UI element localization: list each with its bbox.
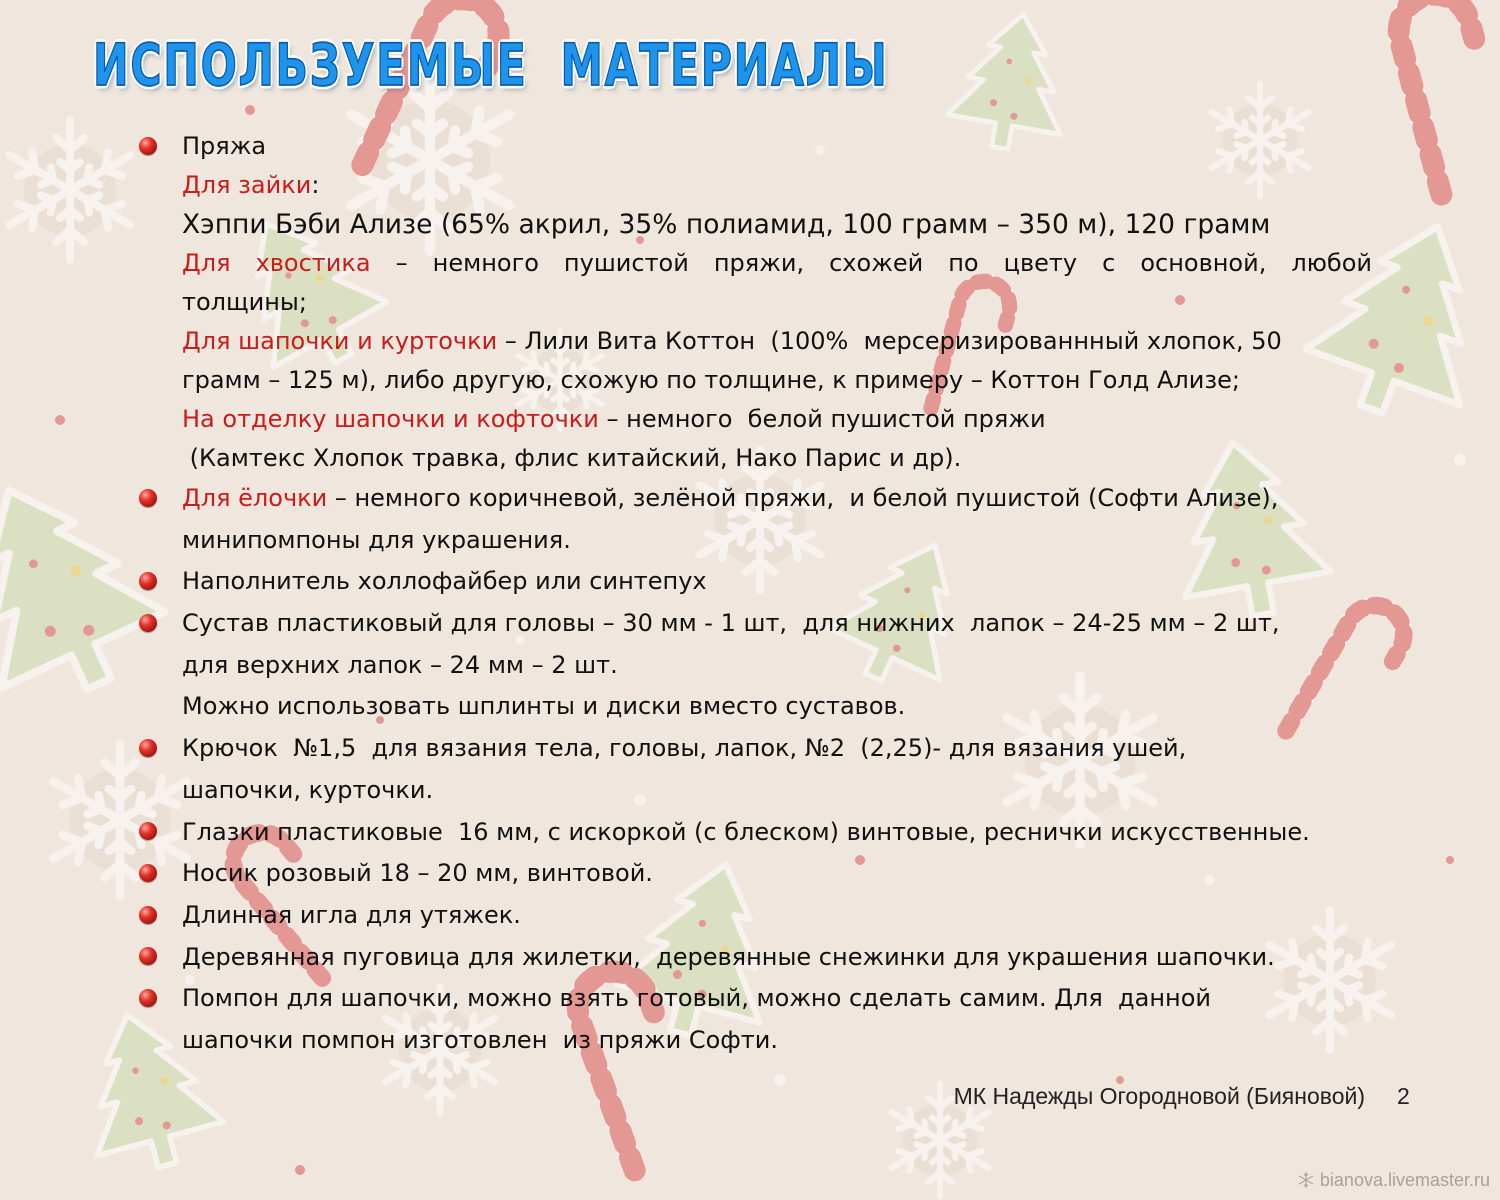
- section-label: Для зайки: [182, 171, 312, 199]
- list-item-line: [182, 895, 1482, 937]
- list-item-line: [182, 283, 1482, 322]
- list-item-line: [182, 686, 1482, 728]
- list-item-joints: [182, 603, 1482, 728]
- item-text: (Камтекс Хлопок травка, флис китайский, Нако Парис и др).: [182, 444, 962, 472]
- list-item-line: [182, 561, 1482, 603]
- list-item-needle: [182, 895, 1482, 937]
- item-text: Пряжа: [182, 132, 267, 160]
- item-text: Длинная игла для утяжек.: [182, 900, 521, 929]
- list-item-line: [182, 400, 1482, 439]
- list-item-line: [182, 322, 1482, 361]
- snowflake-decoration: [46, 743, 195, 897]
- item-text: Носик розовый 18 – 20 мм, винтовой.: [182, 859, 653, 888]
- item-text: Крючок №1,5 для вязания тела, головы, лапок, №2 (2,25)- для вязания ушей,: [182, 734, 1187, 763]
- list-item-line: [182, 361, 1482, 400]
- item-text: Наполнитель холлофайбер или синтепух: [182, 567, 707, 596]
- snowflake-decoration: [2, 120, 137, 260]
- list-item-line: [182, 1020, 1482, 1062]
- list-item-line: [182, 978, 1482, 1020]
- bullet-icon: [139, 989, 157, 1007]
- item-text: Помпон для шапочки, можно взять готовый, можно сделать самим. Для данной: [182, 984, 1212, 1013]
- list-item-line: [182, 645, 1482, 687]
- list-item-line: [182, 603, 1482, 645]
- list-item-line: [182, 205, 1482, 244]
- item-text: для верхних лапок – 24 мм – 2 шт.: [182, 650, 618, 679]
- watermark-text: bianova.livemaster.ru: [1319, 1169, 1490, 1190]
- bullet-icon: [139, 906, 157, 924]
- bullet-icon: [139, 489, 157, 507]
- list-item-line: [182, 937, 1482, 979]
- list-item-eyes: [182, 812, 1482, 854]
- page-title: ИСПОЛЬЗУЕМЫЕ МАТЕРИАЛЫ: [93, 32, 889, 100]
- list-item-yarn: [182, 127, 1482, 478]
- section-label: Для хвостика: [182, 249, 371, 277]
- item-text: Можно использовать шплинты и диски вместо суставов.: [182, 692, 906, 721]
- item-text: – Лили Вита Коттон (100% мерсеризированнный хлопок, 50: [497, 327, 1282, 355]
- item-text: Деревянная пуговица для жилетки, деревянные снежинки для украшения шапочки.: [182, 942, 1275, 971]
- list-item-line: [182, 127, 1482, 166]
- bullet-icon: [139, 137, 157, 155]
- section-label: Для ёлочки: [182, 484, 328, 512]
- list-item-line: [182, 812, 1482, 854]
- item-text: шапочки помпон изготовлен из пряжи Софти.: [182, 1025, 779, 1054]
- list-item-line: [182, 166, 1482, 205]
- item-text: Сустав пластиковый для головы – 30 мм - 1 шт, для нижних лапок – 24-25 мм – 2 шт,: [182, 609, 1280, 638]
- watermark: [1297, 1168, 1490, 1192]
- snowflake-icon: [1297, 1171, 1315, 1189]
- list-item-pompom: [182, 978, 1482, 1061]
- list-item-line: [182, 439, 1482, 478]
- list-item-line: [182, 770, 1482, 812]
- list-item-line: [182, 244, 1372, 283]
- list-item-line: [182, 728, 1482, 770]
- item-text: минипомпоны для украшения.: [182, 525, 571, 554]
- list-item-nose: [182, 853, 1482, 895]
- section-label: Для шапочки и курточки: [182, 327, 498, 355]
- item-text: Глазки пластиковые 16 мм, с искоркой (с блеском) винтовые, реснички искусственные.: [182, 817, 1310, 846]
- item-text: – немного коричневой, зелёной пряжи, и белой пушистой (Софти Ализе),: [327, 484, 1279, 512]
- section-label: На отделку шапочки и кофточки: [182, 405, 599, 433]
- bullet-icon: [139, 739, 157, 757]
- list-item-hook: [182, 728, 1482, 811]
- page-number: 2: [1397, 1083, 1410, 1109]
- list-item-line: [182, 478, 1482, 520]
- item-text: толщины;: [182, 288, 307, 316]
- author-credit: МК Надежды Огородновой (Бияновой): [953, 1083, 1365, 1109]
- list-item-line: [182, 853, 1482, 895]
- bullet-icon: [139, 614, 157, 632]
- item-text: – немного белой пушистой пряжи: [598, 405, 1046, 433]
- bullet-icon: [139, 864, 157, 882]
- list-item-line: [182, 520, 1482, 562]
- item-text: :: [311, 171, 320, 199]
- materials-list: [182, 127, 1482, 1062]
- item-text: грамм – 125 м), либо другую, схожую по толщине, к примеру – Коттон Голд Ализе;: [182, 366, 1240, 394]
- list-item-tree: [182, 478, 1482, 561]
- item-text: Хэппи Бэби Ализе (65% акрил, 35% полиамид, 100 грамм – 350 м), 120 грамм: [182, 209, 1271, 240]
- item-text: шапочки, курточки.: [182, 775, 434, 804]
- item-text: – немного пушистой пряжи, схожей по цвету с основной, любой: [370, 249, 1372, 277]
- list-item-button: [182, 937, 1482, 979]
- list-item-filler: [182, 561, 1482, 603]
